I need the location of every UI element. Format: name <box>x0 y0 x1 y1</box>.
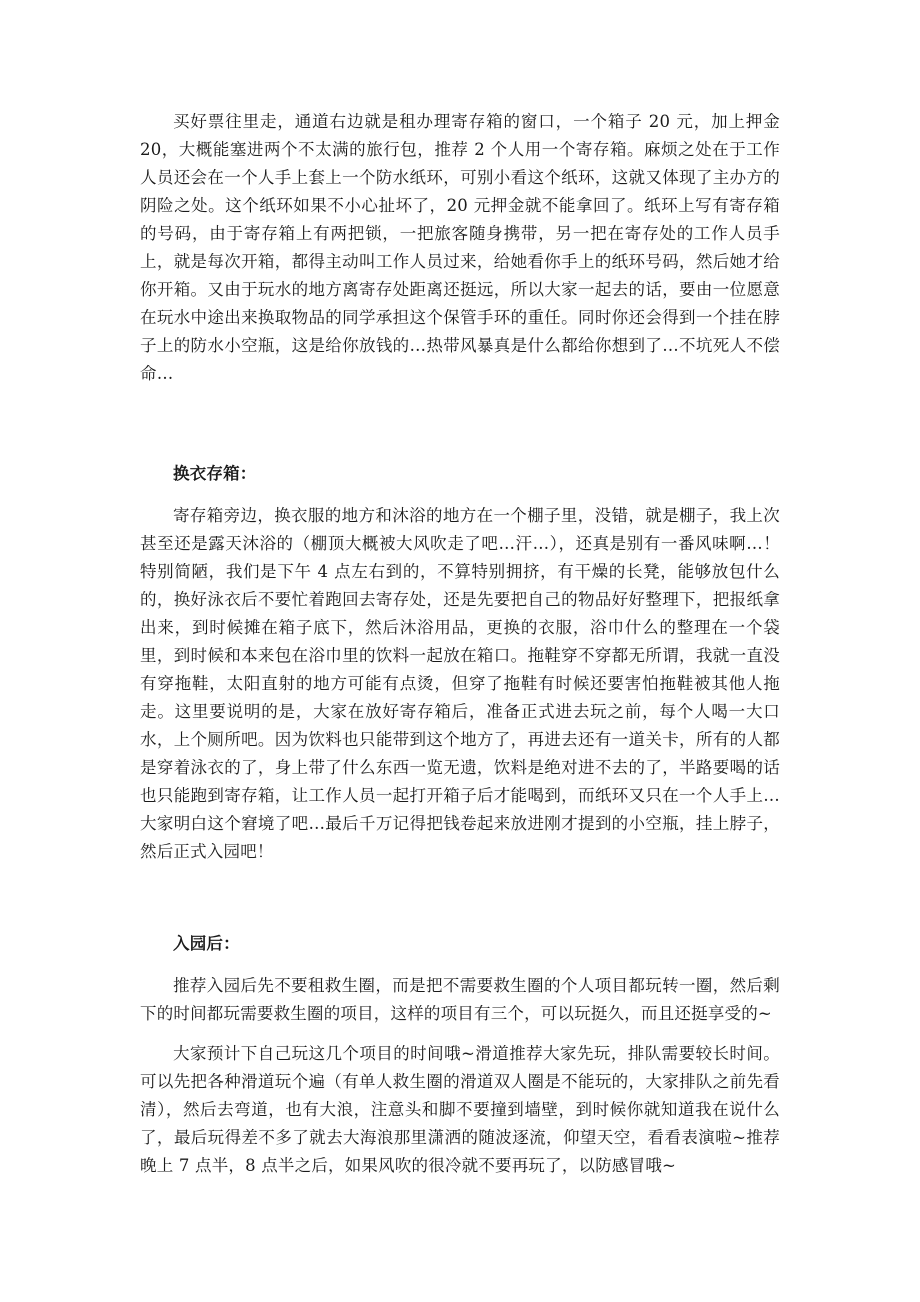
section-heading-changing: 换衣存箱： <box>173 464 257 483</box>
paragraph-changing: 寄存箱旁边，换衣服的地方和沐浴的地方在一个棚子里，没错，就是棚子，我上次甚至还是露天沐浴的（棚顶大概被大风吹走了吧…汗…），还真是别有一番风味啊…！特别简陋，我们是下午 4 点左右到的，不算特别拥挤，有干燥的长凳，能够放包什么的，换好泳衣后不要忙着跑回去寄存处，还是先要把自己的物品好好整理下，把报纸拿出来，到时候摊在箱子底下，然后沐浴用品，更换的衣服，浴巾什么的整理在一个袋里，到时候和本来包在浴巾里的饮料一起放在箱口。拖鞋穿不穿都无所谓，我就一直没有穿拖鞋，太阳直射的地方可能有点烫，但穿了拖鞋有时候还要害怕拖鞋被其他人拖走。这里要说明的是，大家在放好寄存箱后，准备正式进去玩之前，每个人喝一大口水，上个厕所吧。因为饮料也只能带到这个地方了，再进去还有一道关卡，所有的人都是穿着泳衣的了，身上带了什么东西一览无遗，饮料是绝对进不去的了，半路要喝的话也只能跑到寄存箱，让工作人员一起打开箱子后才能喝到，而纸环又只在一个人手上…大家明白这个窘境了吧…最后千万记得把钱卷起来放进刚才提到的小空瓶，挂上脖子，然后正式入园吧！ <box>140 506 780 861</box>
document-page <box>140 108 780 1180</box>
paragraph-ticket-locker: 买好票往里走，通道右边就是租办理寄存箱的窗口，一个箱子 20 元，加上押金 20，大概能塞进两个不太满的旅行包，推荐 2 个人用一个寄存箱。麻烦之处在于工作人员还会在一个人手上套上一个防水纸环，可别小看这个纸环，这就又体现了主办方的阴险之处。这个纸环如果不小心扯坏了，20 元押金就不能拿回了。纸环上写有寄存箱的号码，由于寄存箱上有两把锁，一把旅客随身携带，另一把在寄存处的工作人员手上，就是每次开箱，都得主动叫工作人员过来，给她看你手上的纸环号码，然后她才给你开箱。又由于玩水的地方离寄存处距离还挺远，所以大家一起去的话，要由一位愿意在玩水中途出来换取物品的同学承担这个保管手环的重任。同时你还会得到一个挂在脖子上的防水小空瓶，这是给你放钱的…热带风暴真是什么都给你想到了…不坑死人不偿命… <box>140 112 780 383</box>
paragraph-after-entry-1: 推荐入园后先不要租救生圈，而是把不需要救生圈的个人项目都玩转一圈，然后剩下的时间都玩需要救生圈的项目，这样的项目有三个，可以玩挺久，而且还挺享受的~ <box>140 976 780 1023</box>
paragraph-after-entry-2: 大家预计下自己玩这几个项目的时间哦~滑道推荐大家先玩，排队需要较长时间。可以先把各种滑道玩个遍（有单人救生圈的滑道双人圈是不能玩的，大家排队之前先看清），然后去弯道，也有大浪，注意头和脚不要撞到墙壁，到时候你就知道我在说什么了，最后玩得差不多了就去大海浪那里潇洒的随波逐流，仰望天空，看看表演啦~推荐晚上 7 点半，8 点半之后，如果风吹的很冷就不要再玩了，以防感冒哦~ <box>140 1044 780 1175</box>
section-heading-after-entry: 入园后： <box>173 934 240 953</box>
